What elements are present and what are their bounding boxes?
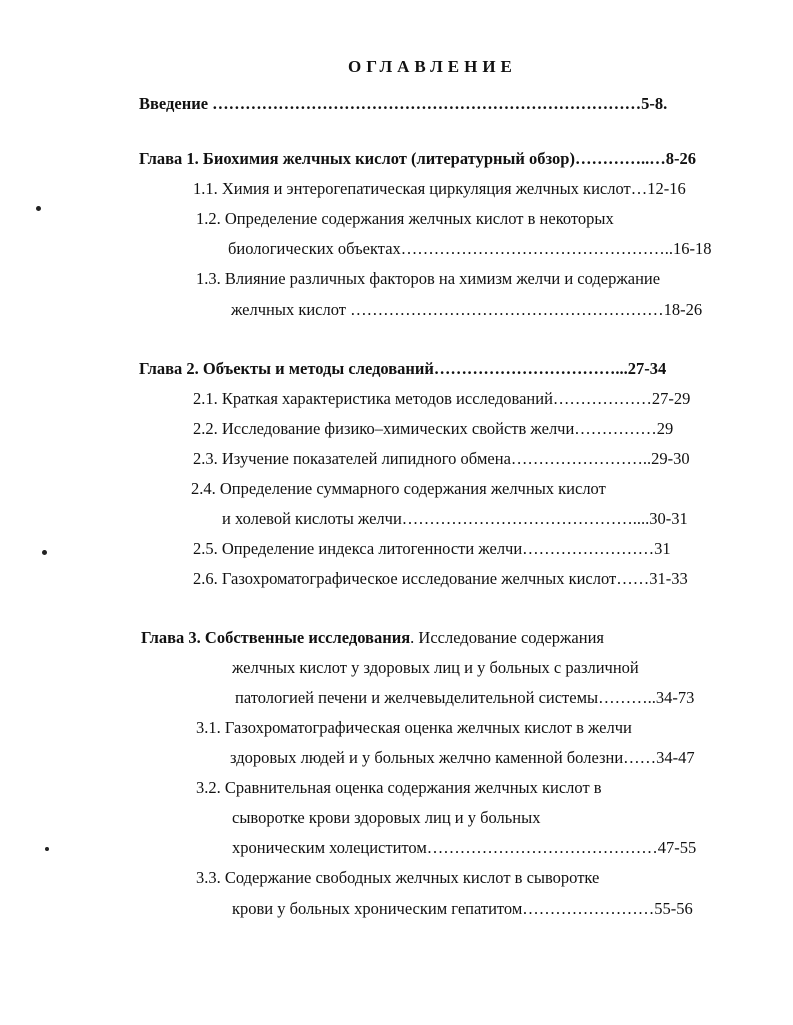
toc-2-5: 2.5. Определение индекса литогенности желчи……………………31 (193, 539, 671, 558)
toc-chapter-2: Глава 2. Объекты и методы следований……………………………...27-34 (139, 359, 667, 378)
toc-chapter-3 (141, 628, 604, 648)
toc-3-2: 3.2. Сравнительная оценка содержания желчных кислот в (196, 778, 602, 797)
toc-intro: Введение ……………………………………………………………………5-8. (139, 94, 668, 113)
toc-1-3: 1.3. Влияние различных факторов на химизм желчи и содержание (196, 269, 661, 288)
toc-3-3: 3.3. Содержание свободных желчных кислот в сыворотке (196, 868, 600, 887)
toc-3-2-cont: сыворотке крови здоровых лиц и у больных (232, 808, 541, 827)
toc-1-2-cont: биологических объектах…………………………………………..16-18 (228, 239, 712, 258)
toc-chapter-3-rest: . Исследование содержания (410, 628, 604, 647)
toc-3-3-cont: крови у больных хроническим гепатитом……………………55-56 (232, 899, 693, 918)
toc-2-4-cont: и холевой кислоты желчи……………………………………....30-31 (222, 509, 688, 528)
scan-speck (45, 847, 49, 851)
toc-3-1: 3.1. Газохроматографическая оценка желчных кислот в желчи (196, 718, 632, 737)
toc-chapter-3-line-2: желчных кислот у здоровых лиц и у больных с различной (232, 658, 639, 677)
scan-speck (36, 206, 41, 211)
page-title: ОГЛАВЛЕНИЕ (348, 57, 517, 76)
toc-1-2: 1.2. Определение содержания желчных кислот в некоторых (196, 209, 614, 228)
toc-chapter-3-line-3: патологией печени и желчевыделительной системы………..34-73 (235, 688, 695, 707)
toc-2-2: 2.2. Исследование физико–химических свойств желчи……………29 (193, 419, 674, 438)
scan-speck (42, 550, 47, 555)
toc-2-3: 2.3. Изучение показателей липидного обмена……………………..29-30 (193, 449, 690, 468)
toc-3-1-cont: здоровых людей и у больных желчно каменной болезни……34-47 (230, 748, 695, 767)
toc-2-4: 2.4. Определение суммарного содержания желчных кислот (191, 479, 606, 498)
toc-2-1: 2.1. Краткая характеристика методов исследований………………27-29 (193, 389, 691, 408)
toc-1-1: 1.1. Химия и энтерогепатическая циркуляция желчных кислот…12-16 (193, 179, 686, 198)
toc-chapter-3-bold: Глава 3. Собственные исследования (141, 628, 411, 647)
toc-1-3-cont: желчных кислот …………………………………………………18-26 (231, 300, 703, 319)
toc-2-6: 2.6. Газохроматографическое исследование желчных кислот……31-33 (193, 569, 688, 588)
toc-3-2-cont-2: хроническим холециститом……………………………………47-55 (232, 838, 697, 857)
toc-chapter-1: Глава 1. Биохимия желчных кислот (литературный обзор)…………..…8-26 (139, 149, 696, 168)
